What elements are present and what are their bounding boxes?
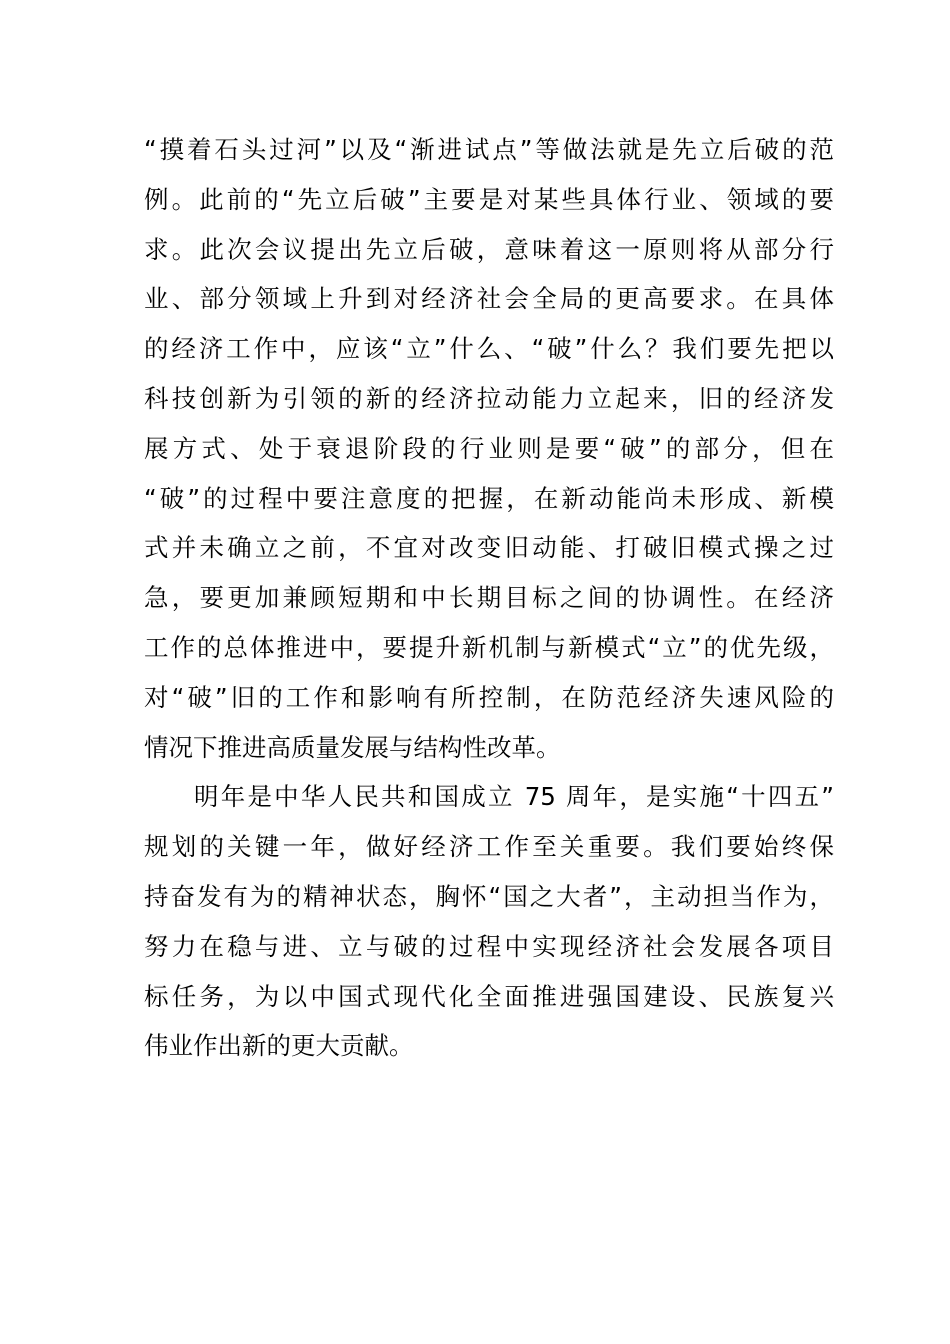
text-line: 规划的关键一年，做好经济工作至关重要。我们要始终保 [144,832,834,862]
paragraph-2 [144,772,834,1071]
text-line: 对“破”旧的工作和影响有所控制，在防范经济失速风险的 [144,682,834,712]
body-text [144,125,834,1071]
text-line: “破”的过程中要注意度的把握，在新动能尚未形成、新模 [144,483,834,513]
text-line: 展方式、处于衰退阶段的行业则是要“破”的部分，但在 [144,433,834,463]
text-line: 科技创新为引领的新的经济拉动能力立起来，旧的经济发 [144,383,834,413]
text-line: 标任务，为以中国式现代化全面推进强国建设、民族复兴 [144,981,834,1011]
text-line: 例。此前的“先立后破”主要是对某些具体行业、领域的要 [144,184,834,214]
text-line: 的经济工作中，应该“立”什么、“破”什么？我们要先把以 [144,334,834,364]
text-line: 工作的总体推进中，要提升新机制与新模式“立”的优先级， [144,632,834,662]
text-line: 业、部分领域上升到对经济社会全局的更高要求。在具体 [144,284,834,314]
text-line: 明年是中华人民共和国成立 75 周年，是实施“十四五” [194,782,834,812]
text-line: 求。此次会议提出先立后破，意味着这一原则将从部分行 [144,234,834,264]
text-line: “摸着石头过河”以及“渐进试点”等做法就是先立后破的范 [144,135,834,164]
text-line: 持奋发有为的精神状态，胸怀“国之大者”，主动担当作为， [144,881,834,911]
text-line: 伟业作出新的更大贡献。 [144,1031,414,1061]
text-line: 情况下推进高质量发展与结构性改革。 [144,732,561,762]
text-line: 式并未确立之前，不宜对改变旧动能、打破旧模式操之过 [144,533,834,563]
text-line: 努力在稳与进、立与破的过程中实现经济社会发展各项目 [144,931,834,961]
paragraph-1 [144,125,834,772]
text-line: 急，要更加兼顾短期和中长期目标之间的协调性。在经济 [144,583,834,613]
